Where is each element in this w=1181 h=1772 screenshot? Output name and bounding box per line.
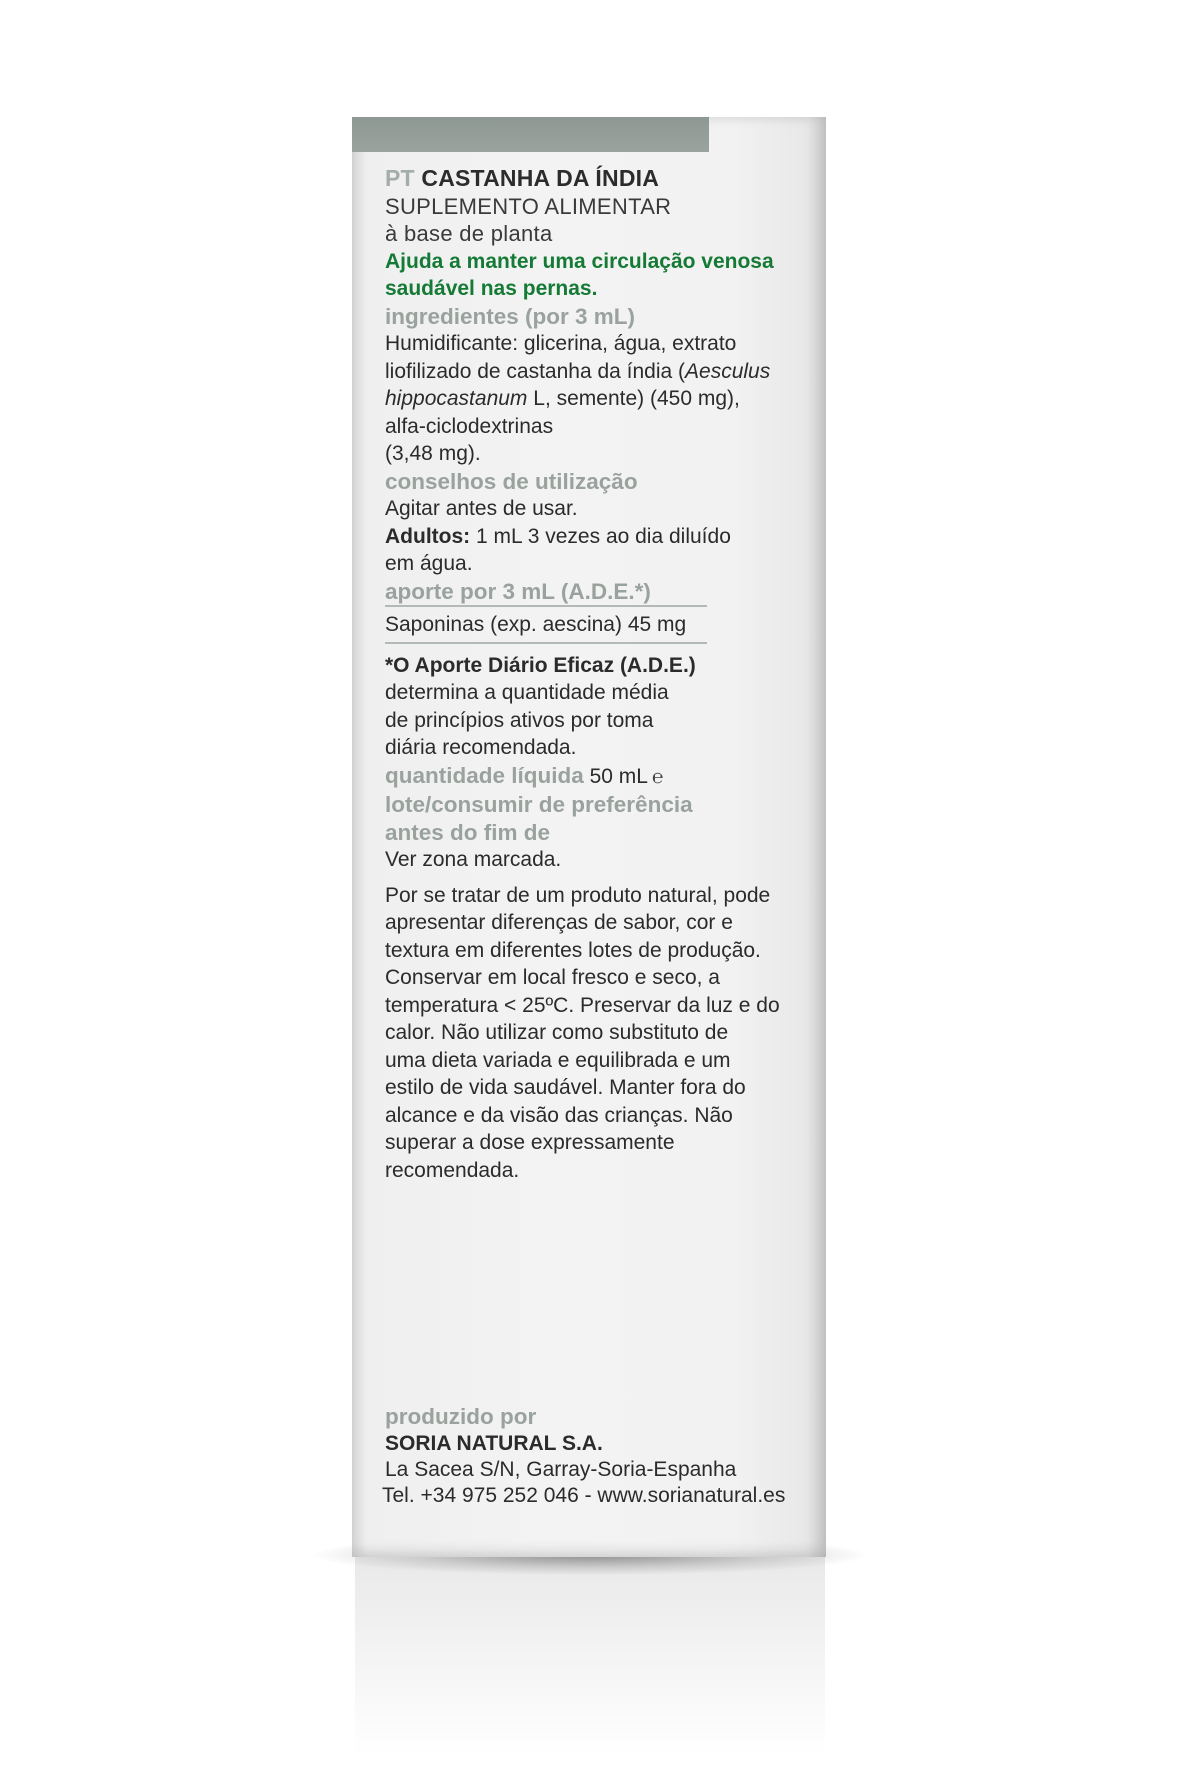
latin-name-genus: Aesculus [685, 359, 771, 383]
ingredients-heading: ingredientes (por 3 mL) [385, 303, 636, 329]
health-claim-line2: saudável nas pernas. [385, 277, 598, 300]
producer-contact: Tel. +34 975 252 046 - www.sorianatural.es [382, 1484, 786, 1507]
ade-note-line: diária recomendada. [385, 736, 577, 759]
producer-block [382, 1403, 825, 1509]
warning-line: Por se tratar de um produto natural, pode [385, 883, 771, 907]
warning-line: calor. Não utilizar como substituto de [385, 1021, 729, 1044]
box-top-band [352, 117, 709, 152]
warning-line: superar a dose expressamente [385, 1131, 675, 1154]
producer-heading: produzido por [385, 1404, 537, 1429]
ingredients-line [385, 358, 805, 386]
latin-name-species: hippocastanum [385, 387, 528, 410]
label-text-block [385, 165, 805, 1184]
usage-line [385, 523, 805, 551]
usage-line: em água. [385, 552, 473, 575]
ingredients-line [385, 385, 805, 413]
ingredients-text: L, semente) (450 mg), [527, 387, 740, 410]
producer-address: La Sacea S/N, Garray-Soria-Espanha [385, 1458, 737, 1481]
contribution-heading: aporte por 3 mL (A.D.E.*) [385, 578, 651, 604]
usage-line: Agitar antes de usar. [385, 497, 578, 520]
ade-note-line: determina a quantidade média [385, 681, 669, 704]
ade-note-line: *O Aporte Diário Eficaz (A.D.E.) [385, 653, 696, 677]
warnings-block [385, 882, 805, 1185]
warning-line: apresentar diferenças de sabor, cor e [385, 911, 733, 934]
net-quantity-label: quantidade líquida [385, 762, 584, 788]
ade-note [385, 652, 805, 762]
lot-text: Ver zona marcada. [385, 848, 562, 871]
warning-line: temperatura < 25ºC. Preservar da luz e do [385, 993, 780, 1017]
warning-line: alcance e da visão das crianças. Não [385, 1103, 733, 1127]
box-reflection [355, 1555, 825, 1755]
lot-heading: antes do fim de [385, 819, 551, 845]
language-code: PT [385, 165, 415, 191]
net-quantity [385, 762, 805, 792]
product-subtype: à base de planta [385, 221, 553, 246]
health-claim-line1: Ajuda a manter uma circulação venosa [385, 249, 774, 273]
warning-line: recomendada. [385, 1158, 520, 1182]
product-title [385, 165, 805, 193]
product-type: SUPLEMENTO ALIMENTAR [385, 193, 672, 219]
contribution-row: Saponinas (exp. aescina) 45 mg [385, 613, 687, 636]
ingredients-line: Humidificante: glicerina, água, extrato [385, 332, 737, 355]
table-divider [385, 642, 707, 644]
ade-note-line: de princípios ativos por toma [385, 708, 654, 732]
ingredients-line: alfa-ciclodextrinas [385, 414, 554, 438]
producer-company: SORIA NATURAL S.A. [385, 1432, 603, 1455]
adults-dose: 1 mL 3 vezes ao dia diluído [470, 524, 731, 548]
warning-line: Conservar em local fresco e seco, a [385, 966, 720, 989]
ingredients-text: liofilizado de castanha da índia ( [385, 359, 686, 383]
warning-line: estilo de vida saudável. Manter fora do [385, 1076, 746, 1099]
ingredients-line: (3,48 mg). [385, 442, 481, 465]
net-quantity-value: 50 mL [583, 764, 648, 788]
warning-line: textura em diferentes lotes de produção. [385, 938, 761, 962]
lot-heading: lote/consumir de preferência [385, 792, 693, 817]
usage-heading: conselhos de utilização [385, 468, 638, 494]
warning-line: uma dieta variada e equilibrada e um [385, 1048, 731, 1072]
estimated-sign-icon: ℮ [651, 766, 664, 788]
product-name: CASTANHA DA ÍNDIA [421, 165, 660, 191]
adults-label: Adultos: [385, 524, 471, 548]
